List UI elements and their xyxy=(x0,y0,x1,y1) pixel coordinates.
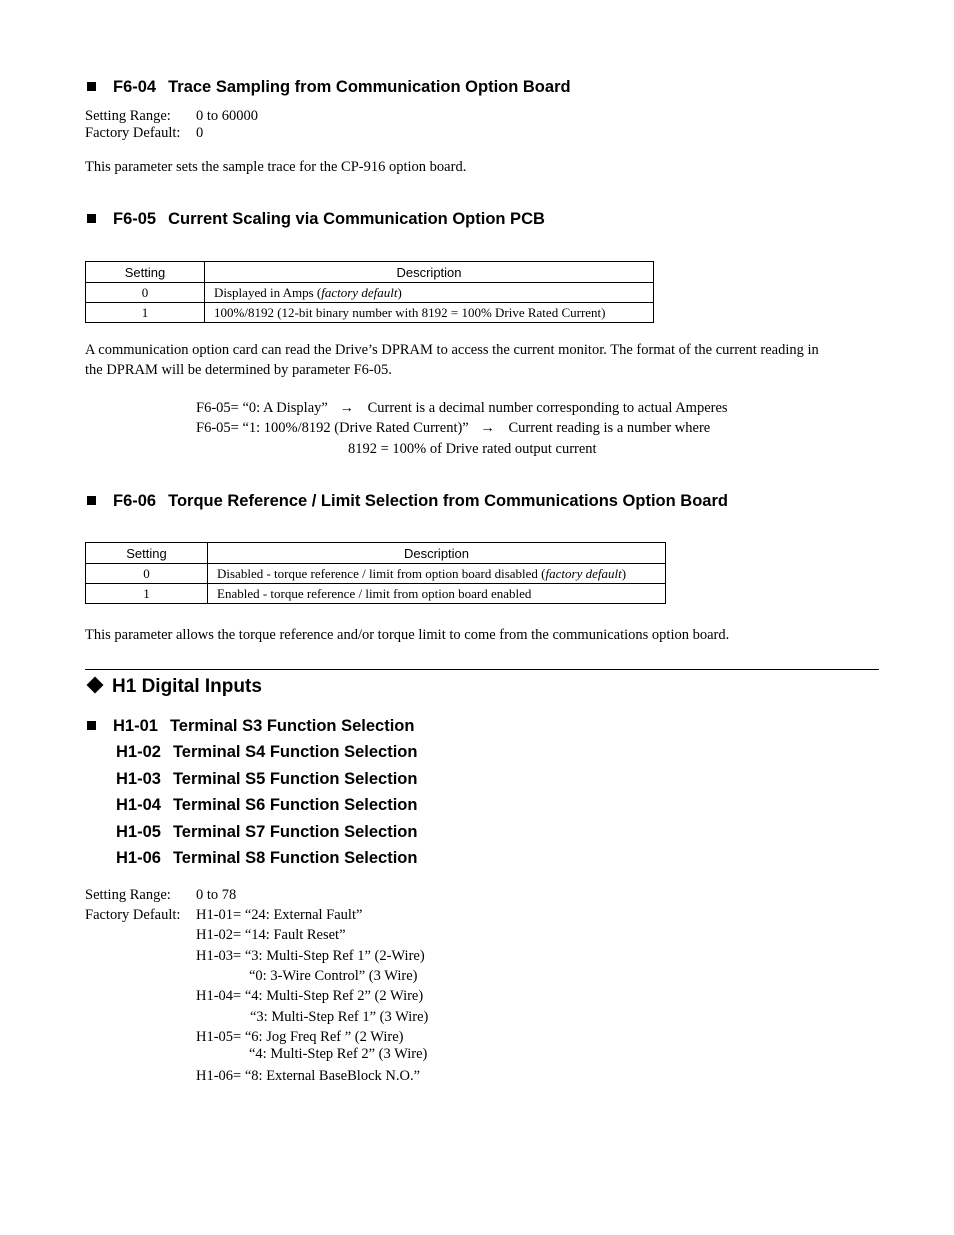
h1-param-heading-1 xyxy=(87,717,414,736)
example-1 xyxy=(196,400,728,417)
f604-heading xyxy=(87,78,571,97)
param-code: H1-03 xyxy=(116,770,161,788)
default-line: H1-06= “8: External BaseBlock N.O.” xyxy=(196,1068,421,1084)
table-row xyxy=(86,564,666,584)
param-code: F6-05 xyxy=(113,210,157,228)
setting-range-label: Setting Range: xyxy=(85,108,171,124)
setting-cell: 0 xyxy=(86,283,205,303)
example-result: Current reading is a number where xyxy=(508,420,711,436)
bullet-square-icon xyxy=(87,721,96,730)
default-line: H1-04= “4: Multi-Step Ref 2” (2 Wire) xyxy=(196,988,424,1004)
section-divider xyxy=(85,669,879,670)
example-setting: F6-05= “0: A Display” xyxy=(196,400,328,416)
param-title: Terminal S3 Function Selection xyxy=(169,717,415,735)
h1-param-heading-3 xyxy=(116,770,417,789)
table-row xyxy=(86,303,654,323)
example-2-continuation: 8192 = 100% of Drive rated output current xyxy=(348,441,597,457)
h1-param-heading-6 xyxy=(116,849,417,868)
param-code: H1-05 xyxy=(116,823,161,841)
table-header: Description xyxy=(208,543,666,564)
param-code: H1-01 xyxy=(113,717,158,735)
f606-description: This parameter allows the torque reference and/or torque limit to come from the communications option board. xyxy=(85,627,730,643)
f605-paragraph-line1: A communication option card can read the Drive’s DPRAM to access the current monitor. The format of the current reading in xyxy=(85,342,819,358)
example-2 xyxy=(196,420,710,437)
param-code: H1-02 xyxy=(116,743,161,761)
setting-cell: 0 xyxy=(86,564,208,584)
default-line: “3: Multi-Step Ref 1” (3 Wire) xyxy=(250,1009,429,1025)
f605-settings-table xyxy=(85,261,654,323)
factory-default-value: 0 xyxy=(196,125,204,141)
setting-cell: 1 xyxy=(86,584,208,604)
param-code: H1-06 xyxy=(116,849,161,867)
description-cell: Displayed in Amps (factory default) xyxy=(205,283,654,303)
default-line: “0: 3-Wire Control” (3 Wire) xyxy=(249,968,418,984)
diamond-icon xyxy=(87,677,104,694)
table-header: Setting xyxy=(86,543,208,564)
f605-heading xyxy=(87,210,545,229)
default-line: H1-02= “14: Fault Reset” xyxy=(196,927,346,943)
param-title: Terminal S8 Function Selection xyxy=(172,849,418,867)
table-row xyxy=(86,584,666,604)
bullet-square-icon xyxy=(87,496,96,505)
h1-section-heading xyxy=(85,676,262,698)
param-code: F6-06 xyxy=(113,492,157,510)
param-code: H1-04 xyxy=(116,796,161,814)
default-line: H1-05= “6: Jog Freq Ref ” (2 Wire) xyxy=(196,1029,404,1045)
factory-default-label: Factory Default: xyxy=(85,125,181,141)
description-cell: 100%/8192 (12-bit binary number with 8192 = 100% Drive Rated Current) xyxy=(205,303,654,323)
f606-settings-table xyxy=(85,542,666,604)
default-line: H1-03= “3: Multi-Step Ref 1” (2-Wire) xyxy=(196,948,425,964)
param-title: Torque Reference / Limit Selection from Communications Option Board xyxy=(168,492,728,510)
description-cell: Disabled - torque reference / limit from option board disabled (factory default) xyxy=(208,564,666,584)
param-title: Terminal S7 Function Selection xyxy=(172,823,418,841)
section-title: H1 Digital Inputs xyxy=(112,676,262,697)
h1-param-heading-4 xyxy=(116,796,417,815)
table-header: Description xyxy=(205,262,654,283)
param-title: Terminal S5 Function Selection xyxy=(172,770,418,788)
arrow-right-icon: → xyxy=(339,400,354,416)
arrow-right-icon: → xyxy=(480,420,495,436)
example-result: Current is a decimal number corresponding to actual Amperes xyxy=(367,400,728,416)
table-header: Setting xyxy=(86,262,205,283)
f605-paragraph-line2: the DPRAM will be determined by parameter F6-05. xyxy=(85,362,392,378)
h1-param-heading-5 xyxy=(116,823,417,842)
default-line: “4: Multi-Step Ref 2” (3 Wire) xyxy=(249,1046,428,1062)
bullet-square-icon xyxy=(87,82,96,91)
description-cell: Enabled - torque reference / limit from option board enabled xyxy=(208,584,666,604)
param-title: Terminal S4 Function Selection xyxy=(172,743,418,761)
factory-default-label: Factory Default: xyxy=(85,907,181,923)
param-title: Terminal S6 Function Selection xyxy=(172,796,418,814)
bullet-square-icon xyxy=(87,214,96,223)
setting-range-label: Setting Range: xyxy=(85,887,171,903)
f606-heading xyxy=(87,492,728,511)
table-row xyxy=(86,283,654,303)
setting-range-value: 0 to 60000 xyxy=(196,108,259,124)
h1-param-heading-2 xyxy=(116,743,417,762)
param-title: Current Scaling via Communication Option PCB xyxy=(168,210,545,228)
setting-range-value: 0 to 78 xyxy=(196,887,237,903)
param-title: Trace Sampling from Communication Option Board xyxy=(168,78,571,96)
setting-cell: 1 xyxy=(86,303,205,323)
example-setting: F6-05= “1: 100%/8192 (Drive Rated Current)” xyxy=(196,420,469,436)
default-line: H1-01= “24: External Fault” xyxy=(196,907,363,923)
f604-description: This parameter sets the sample trace for the CP-916 option board. xyxy=(85,159,467,175)
param-code: F6-04 xyxy=(113,78,157,96)
